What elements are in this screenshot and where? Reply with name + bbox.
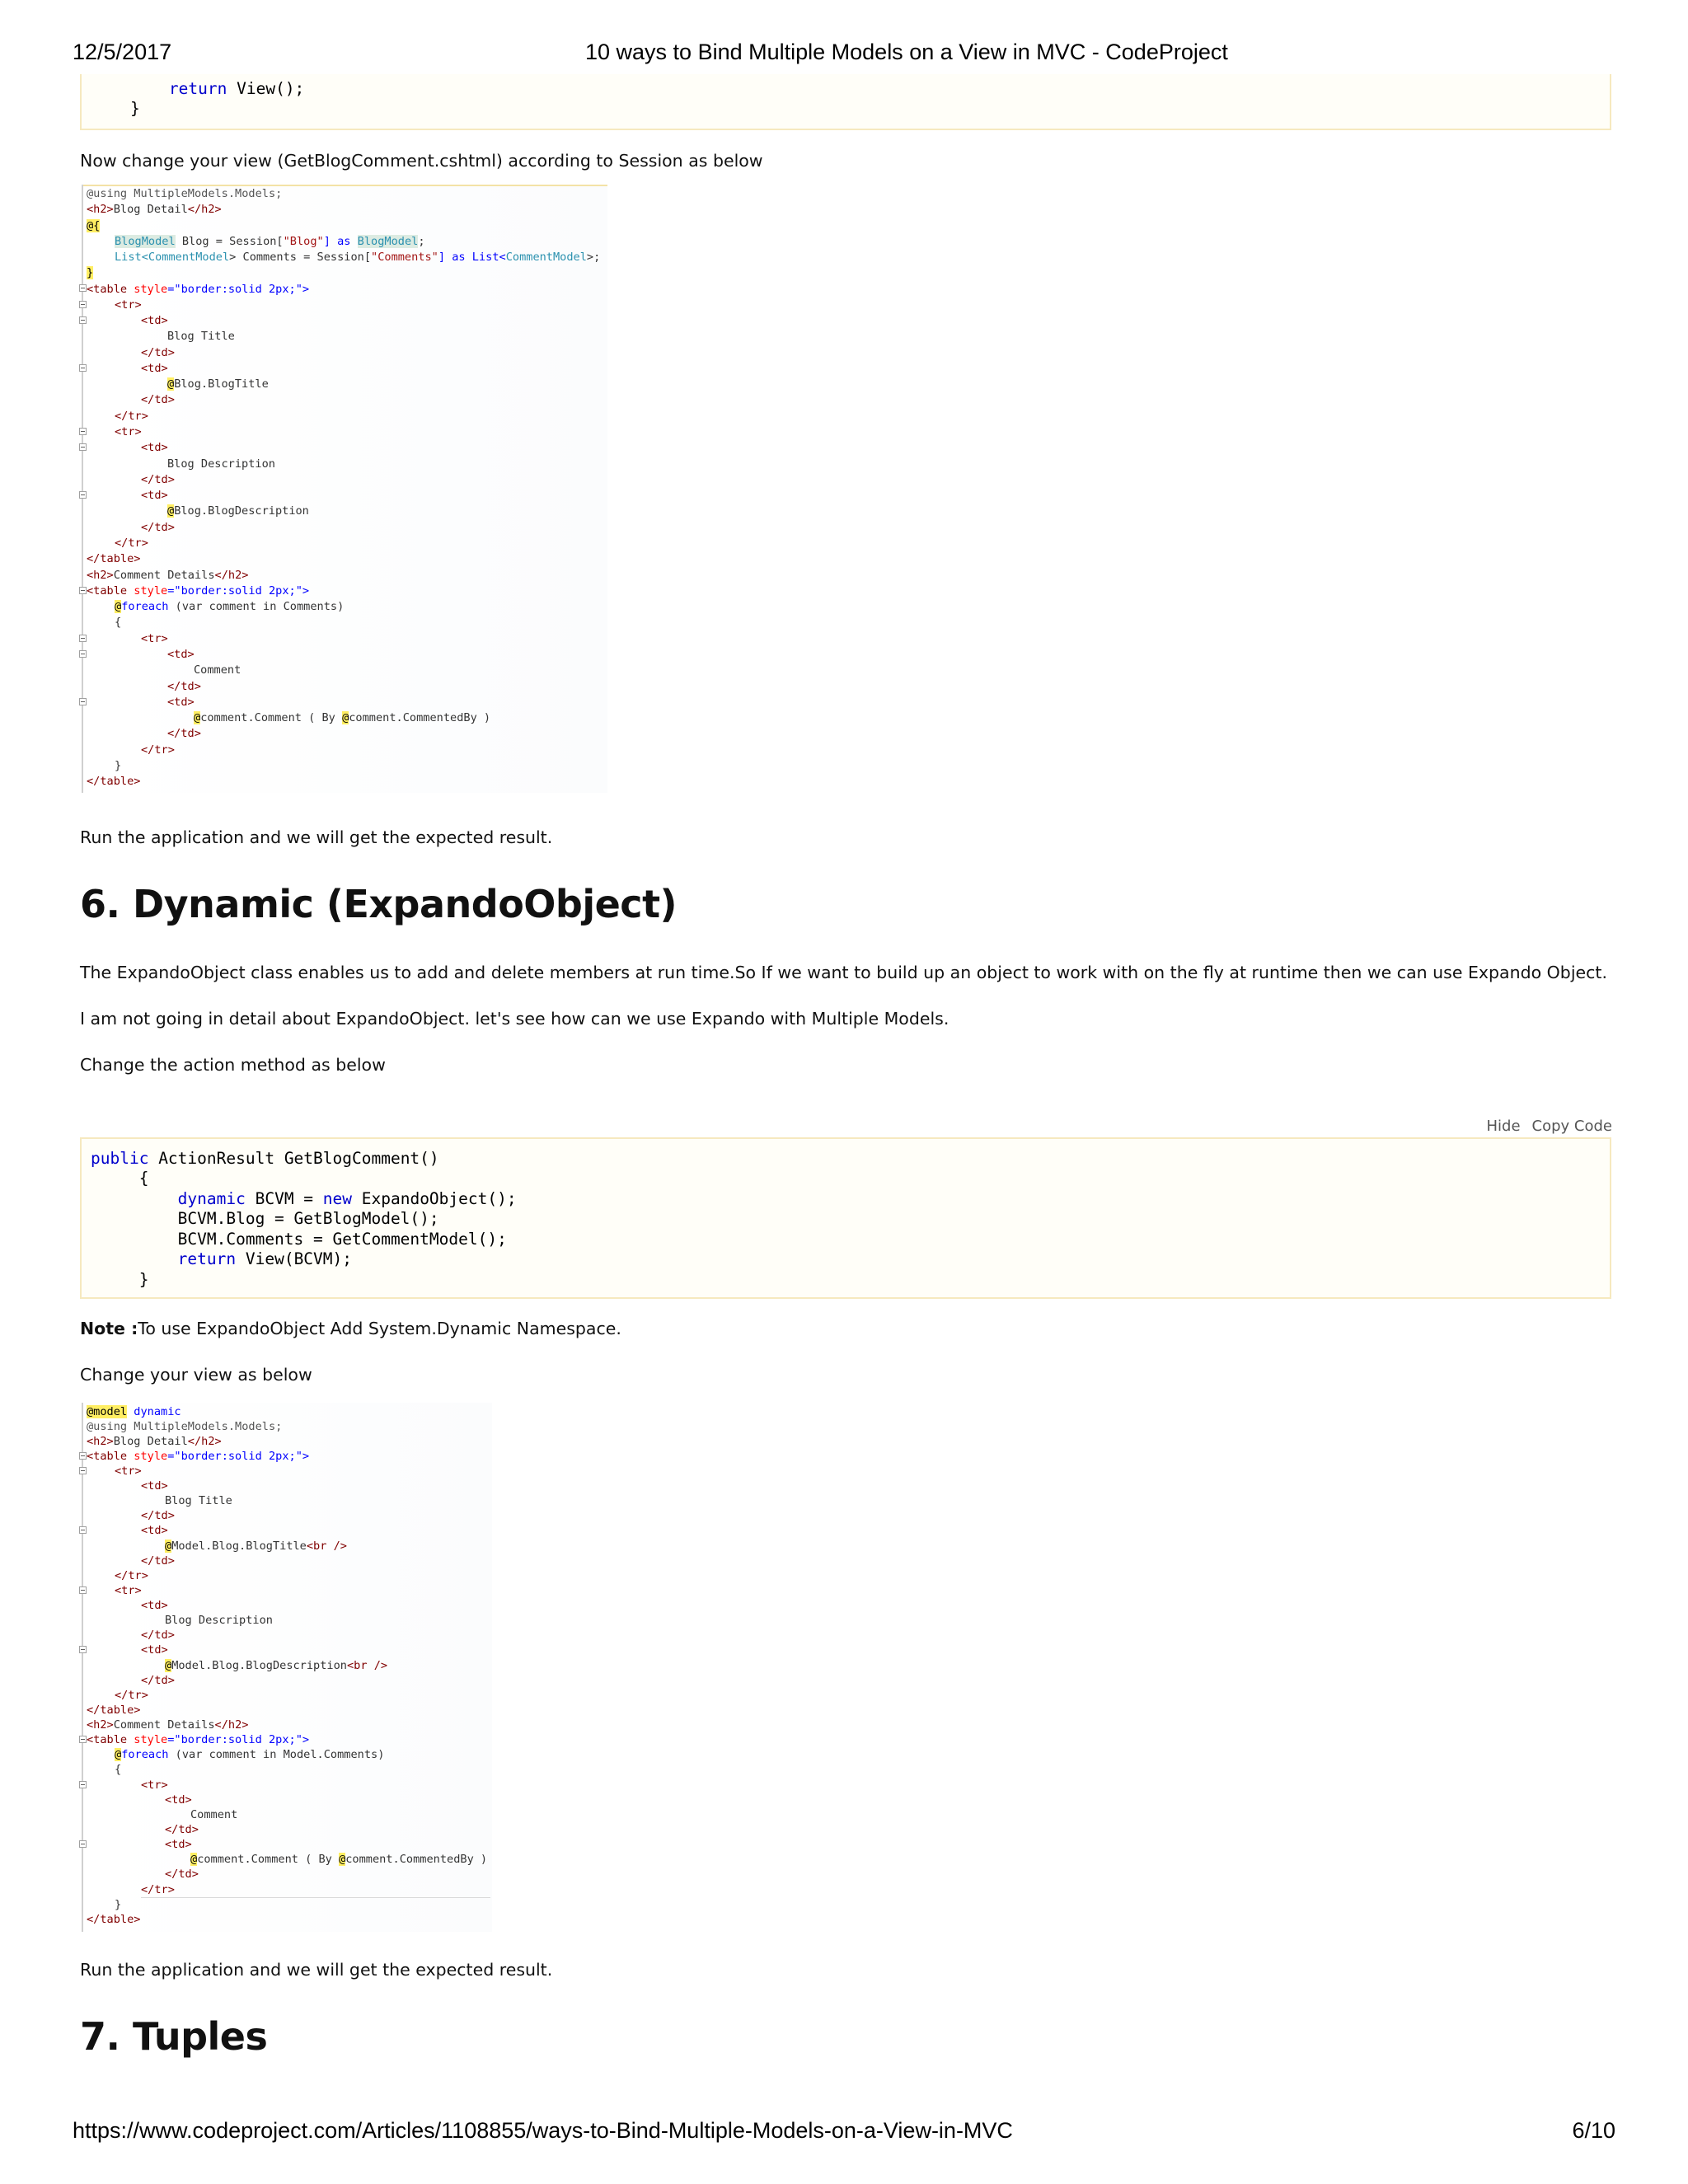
code-screenshot-dynamic-view: @model dynamic @using MultipleModels.Models; <h2>Blog Detail</h2> <table style="border:solid 2px;"> <tr> <td> Blog Title </td> <td> @Model.Blog.BlogTitle<br /> </td> </tr> <tr> <td> Blog Description </td> <td> @Model.Blog.BlogDescription<br /> </td> </tr> </table> <h2>Comment Details</h2> <table style="border:solid 2px;"> @foreach (var comment in Model.Comments) { <tr> <td> Comment </td> <td> @comment.Comment ( By @comment.CommentedBy ) </td> </tr> } </table> — [82, 1403, 492, 1932]
paragraph: Run the application and we will get the expected result. — [80, 1960, 553, 1980]
note-paragraph — [80, 1319, 621, 1338]
code-line: public ActionResult GetBlogComment() — [91, 1149, 439, 1168]
print-page-title: 10 ways to Bind Multiple Models on a View in MVC - CodeProject — [585, 40, 1228, 64]
code-line: return View(); — [91, 79, 305, 98]
paragraph: I am not going in detail about ExpandoObject. let's see how can we use Expando with Multiple Models. — [80, 1009, 950, 1029]
code-block-continued — [80, 74, 1611, 130]
code-line: } — [91, 99, 140, 118]
code-line: BCVM.Blog = GetBlogModel(); — [91, 1209, 439, 1228]
code-line: dynamic BCVM = new ExpandoObject(); — [177, 1189, 517, 1208]
code-line: BCVM.Comments = GetCommentModel(); — [91, 1230, 507, 1249]
copy-code-button[interactable]: Copy Code — [1531, 1118, 1612, 1135]
code-line: } — [91, 1270, 149, 1289]
section-heading: 6. Dynamic (ExpandoObject) — [80, 882, 678, 926]
paragraph: The ExpandoObject class enables us to add and delete members at run time.So If we want to build up an object to work with on the fly at runtime then we can use Expando Object. — [80, 963, 1607, 982]
note-label: Note : — [80, 1319, 138, 1338]
print-url: https://www.codeproject.com/Articles/1108855/ways-to-Bind-Multiple-Models-on-a-View-in-MVC — [73, 2118, 1013, 2143]
paragraph: Run the application and we will get the expected result. — [80, 827, 553, 847]
paragraph: Change your view as below — [80, 1365, 312, 1385]
paragraph: Change the action method as below — [80, 1055, 386, 1075]
code-screenshot-session-view: @using MultipleModels.Models; <h2>Blog Detail</h2> @{ BlogModel Blog = Session["Blog"] as BlogModel; List<CommentModel> Comments = Session["Comments"] as List<CommentModel>; } <table style="border:solid 2px;"> <tr> <td> Blog Title </td> <td> @Blog.BlogTitle </td> </tr> <tr> <td> Blog Description </td> <td> @Blog.BlogDescription </td> </tr> </table> <h2>Comment Details</h2> <table style="border:solid 2px;"> @foreach (var comment in Comments) { <tr> <td> Comment </td> <td> @comment.Comment ( By @comment.CommentedBy ) </td> </tr> } </table> — [82, 185, 607, 793]
section-heading: 7. Tuples — [80, 2014, 268, 2059]
hide-code-button[interactable]: Hide — [1486, 1118, 1521, 1135]
print-page-number: 6/10 — [1572, 2118, 1615, 2143]
code-block-action-method — [80, 1137, 1611, 1299]
print-date: 12/5/2017 — [73, 40, 172, 64]
code-line: { — [91, 1169, 149, 1188]
code-toolbar — [1475, 1118, 1612, 1135]
note-text: To use ExpandoObject Add System.Dynamic Namespace. — [138, 1319, 621, 1338]
code-line: return View(BCVM); — [177, 1249, 353, 1268]
paragraph: Now change your view (GetBlogComment.cshtml) according to Session as below — [80, 151, 763, 171]
